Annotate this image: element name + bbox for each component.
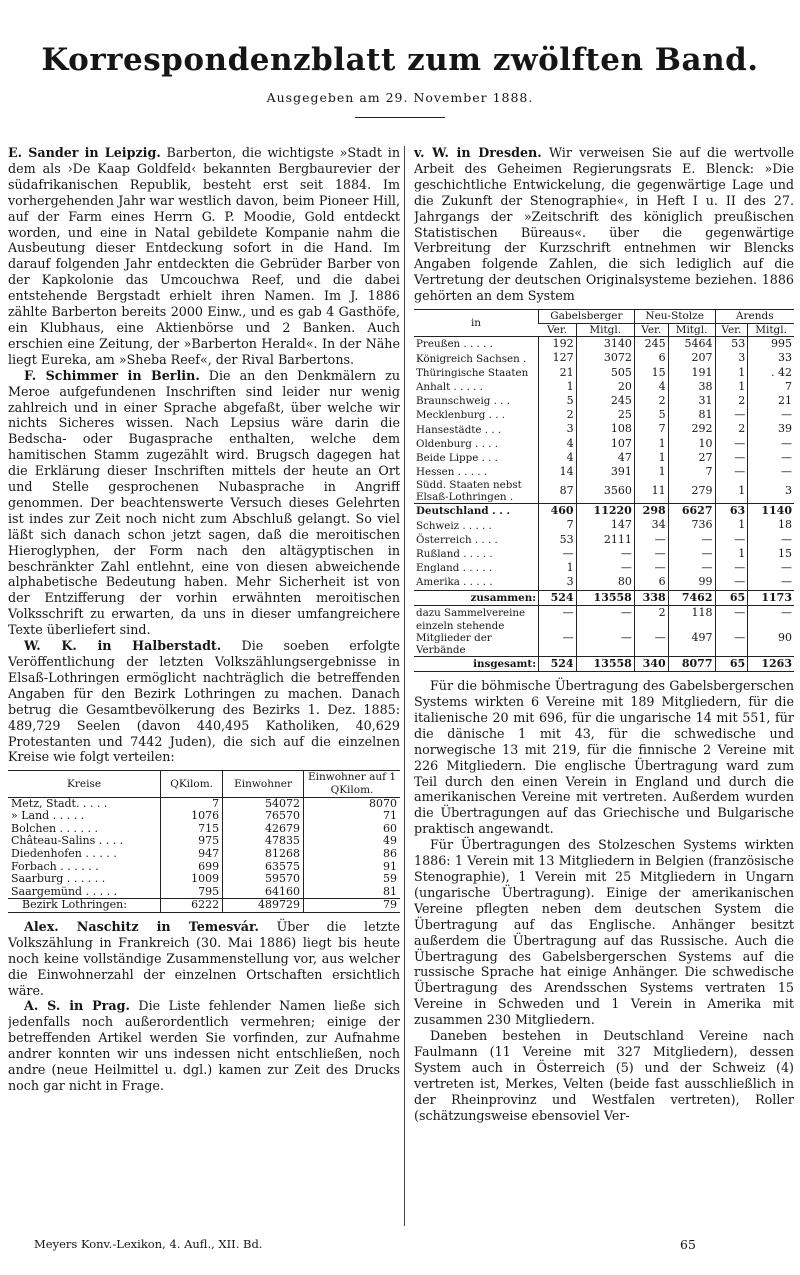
entry-naschitz-text: Über die letzte Volkszählung in Frankreich (30. Mai 1886) liegt bis heute noch keine vollständige Zusammenstellung vor, aus welcher die Einwohnerzahl der einzelnen Ortschaften ersichtlich wäre. [8,918,400,998]
steno-cell: Rußland . . . . . [416,547,493,560]
steno-cell: — [576,620,634,657]
entry-sander-name: E. Sander in Leipzig. [8,145,161,160]
steno-cell: 3 [715,351,748,365]
kreise-total-cell: Bezirk Lothringen: [8,899,161,913]
steno-cell: 15 [748,547,794,561]
steno-cell: Südd. Staaten nebst Elsaß-Lothringen . [416,479,522,504]
kreise-cell: 795 [161,886,223,899]
steno-cell: — [634,620,668,657]
steno-row [414,590,794,605]
right-column [414,145,794,1228]
steno-cell: 338 [634,590,668,605]
steno-cell: — [748,605,794,620]
steno-cell: 1 [634,465,668,479]
steno-cell: — [634,547,668,561]
steno-cell: 497 [668,620,715,657]
paragraph-faulmann: Daneben bestehen in Deutschland Vereine nach Faulmann (11 Vereine mit 327 Mitgliedern), dessen System auch in Österreich (5) und der Schweiz (4) vertreten ist, Merkes, Velten (beide fast ausschließlich in der Rheinprovinz und Westfalen vertreten), Roller (schätzungsweise ebensoviel Ver- [414,1028,794,1123]
steno-cell: 1 [715,380,748,394]
steno-cell: 14 [539,465,577,479]
steno-cell: — [715,575,748,590]
steno-cell: 340 [634,656,668,671]
steno-row [414,366,794,380]
steno-cell: 4 [539,451,577,465]
steno-cell: Amerika . . . . . [416,576,493,589]
steno-cell: 3 [539,575,577,590]
steno-cell: — [668,547,715,561]
kreise-cell: 947 [161,848,223,861]
steno-cell: 47 [576,451,634,465]
kreise-cell: 59570 [223,873,304,886]
steno-cell: 192 [539,337,577,352]
steno-cell: 1 [634,437,668,451]
steno-row [414,656,794,671]
steno-cell: 5 [634,408,668,422]
steno-cell: 6 [634,351,668,365]
steno-cell: 5464 [668,337,715,352]
steno-cell: Hessen . . . . . [416,466,488,479]
steno-cell: — [715,533,748,547]
steno-cell: Mecklenburg . . . [416,409,506,422]
steno-cell: Oldenburg . . . . [416,437,498,450]
page-subtitle: Ausgegeben am 29. November 1888. [266,90,534,105]
steno-cell: 3 [539,422,577,436]
kreise-row [8,873,400,886]
steno-cell: 13558 [576,656,634,671]
steno-cell: — [715,451,748,465]
steno-cell: 1 [715,366,748,380]
steno-cell: 2 [634,605,668,620]
kreise-cell: 63575 [223,861,304,874]
steno-cell: — [748,437,794,451]
steno-cell: Anhalt . . . . . [416,380,484,393]
steno-cell: 10 [668,437,715,451]
steno-cell: — [634,533,668,547]
kreise-row [8,810,400,823]
entry-schimmer [8,368,400,638]
steno-cell: — [539,620,577,657]
steno-cell: — [715,620,748,657]
steno-cell: 53 [715,337,748,352]
steno-cell: — [668,561,715,575]
steno-cell: Königreich Sachsen . [416,352,527,365]
kreise-header: Kreise [8,771,161,797]
steno-cell: 391 [576,465,634,479]
steno-cell: — [715,465,748,479]
steno-row [414,394,794,408]
steno-cell: 63 [715,504,748,519]
steno-row [414,465,794,479]
steno-row [414,380,794,394]
steno-cell: . 42 [748,366,794,380]
kreise-cell: 59 [304,873,401,886]
steno-cell: — [576,561,634,575]
kreise-table-body [8,797,400,912]
steno-header-system: Neu-Stolze [634,310,715,324]
steno-cell: — [748,451,794,465]
entry-as [8,998,400,1093]
steno-cell: 39 [748,422,794,436]
kreise-cell: Forbach . . . . . . [11,859,99,873]
steno-cell: 25 [576,408,634,422]
steno-cell: England . . . . . [416,562,493,575]
entry-vw-text: Wir verweisen Sie auf die wertvolle Arbeit des Geheimen Regierungsrats E. Blenck: »Die geschichtliche Entwickelung, die gegenwärtige Lage und die Zukunft der Stenographie«, in Heft I u. II des 27. Jahrgangs der »Zeitschrift des königlich preußischen Statistischen Büreaus«. über die gegenwärtige Verbreitung der Kurzschrift entnehmen wir Blencks Angaben folgende Zahlen, die sich lediglich auf die Vertretung der deutschen Originalsysteme beziehen. 1886 gehörten an dem System [414,145,794,304]
entry-as-name: A. S. in Prag. [24,998,130,1014]
steno-cell: 3 [748,479,794,504]
steno-cell: 20 [576,380,634,394]
kreise-cell: Bolchen . . . . . . [11,821,99,835]
kreise-cell: 7 [161,797,223,810]
steno-cell: 87 [539,479,577,504]
kreise-table [8,770,400,913]
entry-as-text: Die Liste fehlender Namen ließe sich jedenfalls noch außerordentlich vermehren; einige der betreffenden Artikel werden Sie vorfinden, zur Aufnahme andrer konnten wir uns indessen nicht entschließen, noch andre (neue Heilmittel u. dgl.) kamen zur Zeit des Drucks noch gar nicht in Frage. [8,998,400,1093]
footer-source: Meyers Konv.-Lexikon, 4. Aufl., XII. Bd. [34,1237,263,1251]
steno-cell: 107 [576,437,634,451]
steno-cell: 3072 [576,351,634,365]
steno-row [414,504,794,519]
steno-cell: 2 [715,394,748,408]
steno-cell: 38 [668,380,715,394]
steno-row [414,575,794,590]
kreise-cell: 81268 [223,848,304,861]
steno-cell: 3140 [576,337,634,352]
stenography-table [414,309,794,672]
kreise-cell: Saargemünd . . . . . [11,884,118,898]
steno-cell: 1 [539,380,577,394]
kreise-cell: 42679 [223,823,304,836]
steno-subheader: Ver. [715,323,748,337]
steno-cell: 11 [634,479,668,504]
steno-cell: 21 [539,366,577,380]
steno-cell: Thüringische Staaten [416,366,529,379]
steno-cell: 4 [634,380,668,394]
steno-row [414,437,794,451]
steno-cell: 31 [668,394,715,408]
steno-cell: 21 [748,394,794,408]
kreise-cell: 49 [304,835,401,848]
steno-cell: 1 [715,479,748,504]
steno-subheader: Mitgl. [668,323,715,337]
kreise-cell: Diedenhofen . . . . . [11,846,117,860]
steno-cell: 1 [539,561,577,575]
kreise-cell: 71 [304,810,401,823]
steno-cell: 2 [715,422,748,436]
steno-cell: 292 [668,422,715,436]
kreise-cell: 76570 [223,810,304,823]
steno-cell: 53 [539,533,577,547]
steno-cell: 65 [715,590,748,605]
kreise-header: QKilom. [161,771,223,797]
steno-cell: — [576,605,634,620]
steno-cell: insgesamt: [414,656,539,671]
steno-cell: — [748,575,794,590]
kreise-cell: 47835 [223,835,304,848]
steno-row [414,408,794,422]
steno-row [414,351,794,365]
steno-cell: — [539,547,577,561]
steno-row [414,479,794,504]
steno-cell: Deutschland . . . [414,504,539,519]
steno-cell: 99 [668,575,715,590]
kreise-total-row [8,899,400,913]
steno-cell: 279 [668,479,715,504]
kreise-header: Einwohner auf 1 QKilom. [304,771,401,797]
steno-cell: 460 [539,504,577,519]
entry-sander [8,145,400,368]
steno-cell: — [576,547,634,561]
steno-cell: — [634,561,668,575]
steno-cell: 15 [634,366,668,380]
kreise-total-cell: 6222 [161,899,223,913]
steno-cell: 27 [668,451,715,465]
entry-schimmer-text: Die an den Denkmälern zu Meroe aufgefundenen Inschriften sind leider nur wenig zahlreich und in einer Sprache abgefaßt, über welche wir nichts Sicheres wissen. Nach Lepsius wäre darin die Bedscha- oder Bugasprache enthalten, welche dem hamitischen Stamm zugezählt wird. Brugsch dagegen hat die Erklärung dieser Inschriften mittels der heute an Ort und Stelle gesprochenen Nubasprache in Angriff genommen. Der beachtenswerte Versuch dieses Gelehrten ist indes zur Zeit noch nicht zum Abschluß gelangt. So viel läßt sich danach schon jetzt sagen, daß die meroitischen Hieroglyphen, der Form nach den altägyptischen in beschränkter Zahl entlehnt, eine von diesen abweichende alphabetische Bedeutung haben. Mehr Sicherheit ist von der Entzifferung der vorhin erwähnten meroitischen Volksschrift zu erwarten, da uns in dieser umfangreichere Texte überliefert sind. [8,367,400,638]
steno-row [414,533,794,547]
steno-cell: 8077 [668,656,715,671]
steno-cell: 524 [539,656,577,671]
steno-cell: 1173 [748,590,794,605]
kreise-cell: 1076 [161,810,223,823]
kreise-header: Einwohner [223,771,304,797]
kreise-cell: Château-Salins . . . . [11,834,124,848]
steno-cell: 1 [634,451,668,465]
steno-cell: Beide Lippe . . . [416,451,498,464]
steno-cell: 191 [668,366,715,380]
steno-cell: 147 [576,518,634,532]
title-rule [355,117,445,118]
steno-cell: 33 [748,351,794,365]
kreise-cell: 81 [304,886,401,899]
steno-cell: 1 [715,547,748,561]
steno-cell: — [715,561,748,575]
steno-subheader: Mitgl. [576,323,634,337]
paragraph-stolze: Für Übertragungen des Stolzeschen Systems wirkten 1886: 1 Verein mit 13 Mitgliedern in Belgien (französische Stenographie), 1 Verein mit 25 Mitgliedern in Ungarn (ungarische Übertragung). Einige der amerikanischen Vereine pflegten neben dem deutschen System die Übertragung auf das Englische. Anhänger besitzt außerdem die Übertragung auf das Russische. Auch die Übertragung des Gabelsbergerschen Systems auf die russische Sprache hat einige Anhänger. Die schwedische Übertragung des Arendsschen Systems vertraten 15 Vereine in Schweden und 1 Verein in Amerika mit zusammen 230 Mitgliedern. [414,837,794,1028]
steno-cell: 65 [715,656,748,671]
kreise-cell: Metz, Stadt. . . . . [11,796,108,810]
steno-cell: Österreich . . . . [416,533,498,546]
kreise-total-cell: 489729 [223,899,304,913]
kreise-cell: 54072 [223,797,304,810]
steno-cell: — [715,408,748,422]
steno-cell: 245 [634,337,668,352]
steno-cell: 90 [748,620,794,657]
steno-cell: 298 [634,504,668,519]
steno-cell: 7 [668,465,715,479]
steno-cell: 11220 [576,504,634,519]
steno-row [414,605,794,620]
steno-row [414,561,794,575]
entry-naschitz [8,919,400,999]
kreise-cell: Saarburg . . . . . . [11,872,106,886]
steno-row [414,451,794,465]
kreise-cell: 1009 [161,873,223,886]
steno-cell: Schweiz . . . . . [416,519,492,532]
kreise-total-cell: 79 [304,899,401,913]
steno-cell: 245 [576,394,634,408]
steno-row [414,337,794,352]
steno-cell: 108 [576,422,634,436]
steno-cell: — [748,408,794,422]
steno-subheader: Mitgl. [748,323,794,337]
steno-header-in: in [414,310,539,337]
steno-cell: 80 [576,575,634,590]
steno-cell: — [668,533,715,547]
steno-cell: 5 [539,394,577,408]
steno-cell: 736 [668,518,715,532]
kreise-cell: 715 [161,823,223,836]
steno-cell: Braunschweig . . . [416,395,511,408]
steno-cell: — [715,437,748,451]
steno-cell: 18 [748,518,794,532]
kreise-cell: 699 [161,861,223,874]
steno-cell: 524 [539,590,577,605]
steno-cell: 505 [576,366,634,380]
kreise-row [8,848,400,861]
entry-wk-text: Die soeben erfolgte Veröffentlichung der letzten Volkszählungsergebnisse in Elsaß-Lothringen ermöglicht nachträglich die betreffenden Angaben für den Bezirk Lothringen zu machen. Danach betrug die Gesamtbevölkerung des Bezirks 1. Dez. 1885: 489,729 Seelen (davon 440,495 Katholiken, 40,629 Protestanten und 7442 Juden), die sich auf die einzelnen Kreise wie folgt verteilen: [8,638,400,765]
steno-cell: 6 [634,575,668,590]
kreise-cell: 8070 [304,797,401,810]
kreise-cell: 64160 [223,886,304,899]
steno-row [414,620,794,657]
page-title: Korrespondenzblatt zum zwölften Band. [41,42,759,78]
kreise-cell: 975 [161,835,223,848]
entry-vw [414,145,794,304]
kreise-cell: 86 [304,848,401,861]
steno-cell: 34 [634,518,668,532]
steno-subheader: Ver. [539,323,577,337]
entry-wk-name: W. K. in Halberstadt. [24,638,222,654]
entry-sander-text: Barberton, die wichtigste »Stadt in dem als ›De Kaap Goldfeld‹ bekannten Bergbaurevier der südafrikanischen Republik, besteht erst seit 1884. Im vorhergehenden Jahr war westlich davon, beim Pioneer Hill, auf der Farm eines Herrn G. P. Moodie, Gold entdeckt worden, und eine in Natal gebildete Kompanie nahm die Ausbeutung dieser Entdeckung sofort in die Hand. Im darauf folgenden Jahr entdeckten die Gebrüder Barber von der Kapkolonie das Umcouchwa Reef, und die dabei entstehende Bergstadt erhielt ihren Namen. Im J. 1886 zählte Barberton bereits 2000 Einw., und es gab 4 Gasthöfe, ein Klubhaus, eine Aktienbörse und 2 Banken. Auch erschien eine Zeitung, der »Barberton Herald«. In der Nähe liegt Eureka, am »Sheba Reef«, der Rival Barbertons. [8,145,400,367]
entry-vw-name: v. W. in Dresden. [414,145,542,160]
steno-cell: 127 [539,351,577,365]
column-divider [404,146,405,1226]
steno-cell: 4 [539,437,577,451]
steno-row [414,518,794,532]
steno-cell: 2 [539,408,577,422]
kreise-cell: » Land . . . . . [11,809,85,823]
steno-cell: 1263 [748,656,794,671]
steno-row [414,547,794,561]
steno-cell: 7 [539,518,577,532]
steno-cell: — [748,465,794,479]
kreise-cell: 91 [304,861,401,874]
steno-cell: einzeln stehende Mitglieder der Verbände [416,619,505,656]
kreise-cell: 60 [304,823,401,836]
stenography-table-body [414,337,794,672]
steno-cell: 7 [748,380,794,394]
page-number: 65 [680,1237,696,1252]
steno-row [414,422,794,436]
entry-naschitz-name: Alex. Naschitz in Temesvár. [24,918,259,934]
steno-cell: 118 [668,605,715,620]
steno-cell: — [748,561,794,575]
entry-schimmer-name: F. Schimmer in Berlin. [24,367,200,383]
steno-cell: 6627 [668,504,715,519]
steno-cell: — [748,533,794,547]
steno-cell: 7 [634,422,668,436]
steno-subheader: Ver. [634,323,668,337]
steno-cell: 1 [715,518,748,532]
steno-cell: — [715,605,748,620]
kreise-row [8,886,400,899]
steno-header-system: Arends [715,310,794,324]
steno-cell: 1140 [748,504,794,519]
steno-cell: 2111 [576,533,634,547]
steno-cell: dazu Sammelvereine [414,605,539,620]
steno-cell: 81 [668,408,715,422]
steno-cell: 3560 [576,479,634,504]
steno-cell: 995 [748,337,794,352]
steno-cell: 2 [634,394,668,408]
steno-cell: — [539,605,577,620]
steno-cell: 207 [668,351,715,365]
steno-cell: Preußen . . . . . [416,338,493,351]
left-column [8,145,400,1228]
paragraph-gabelsberger: Für die böhmische Übertragung des Gabelsbergerschen Systems wirkten 6 Vereine mit 189 Mitgliedern, für die italienische 20 mit 696, für die ungarische 14 mit 551, für die dänische 1 mit 43, für die schwedische und norwegische 13 mit 219, für die finnische 2 Vereine mit 226 Mitgliedern. Die englische Übertragung ward zum Teil durch den einen Verein in England und durch die amerikanischen Vereine mit vertreten. Außerdem wurden die Übertragungen auf das Griechische und Bulgarische praktisch angewandt. [414,678,794,837]
steno-cell: 7462 [668,590,715,605]
steno-cell: 13558 [576,590,634,605]
steno-cell: Hansestädte . . . [416,423,502,436]
steno-header-system: Gabelsberger [539,310,635,324]
entry-wk [8,638,400,765]
steno-cell: zusammen: [414,590,539,605]
